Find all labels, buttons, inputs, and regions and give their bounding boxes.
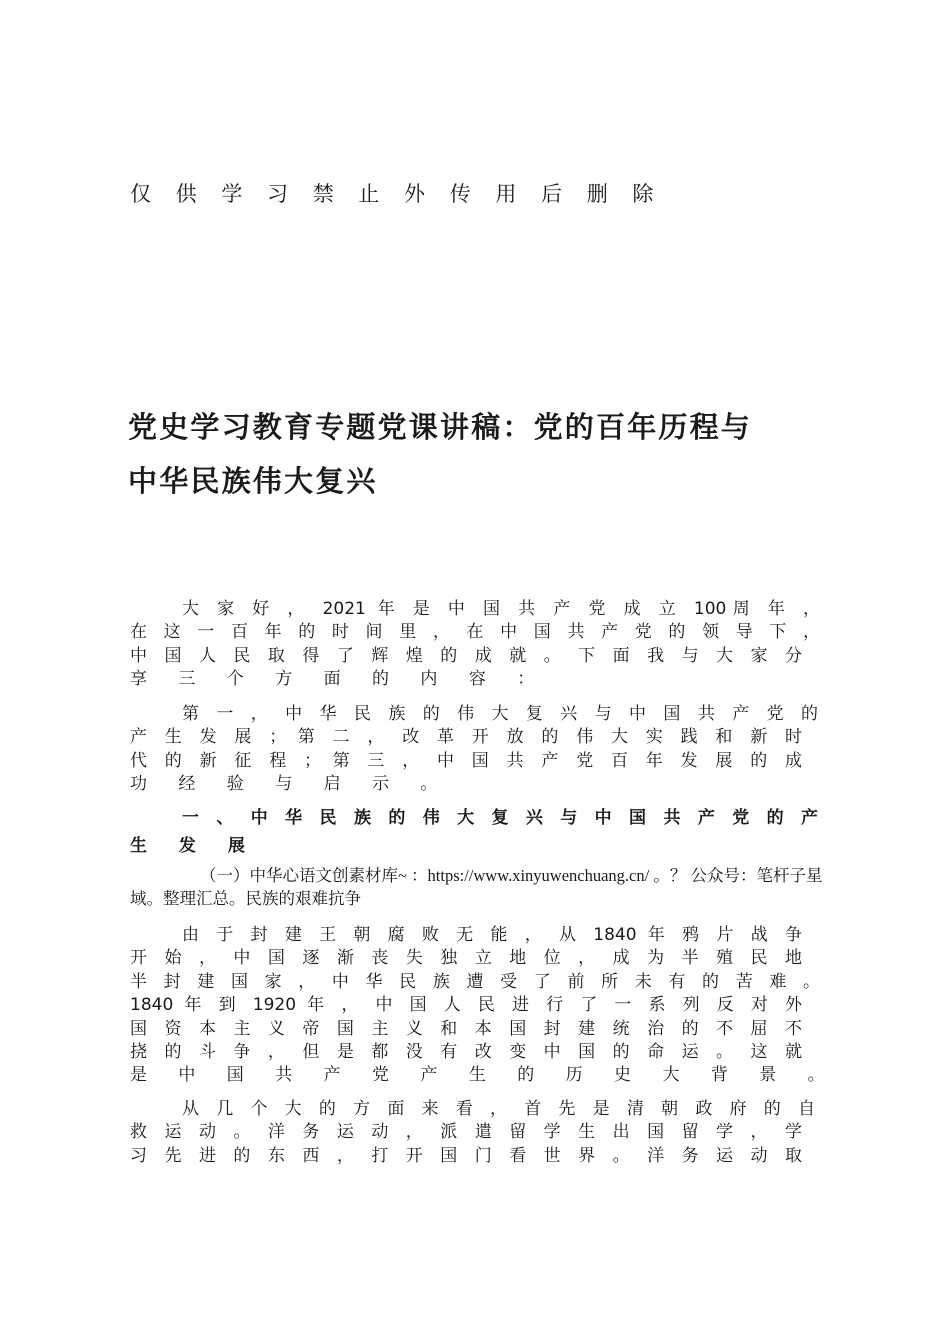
section-heading-line: 一 、 中 华 民 族 的 伟 大 复 兴 与 中 国 共 产 党 的 产: [182, 808, 818, 828]
history-line: 开 始 ， 中 国 逐 渐 丧 失 独 立 地 位 ， 成 为 半 殖 民 地: [130, 948, 802, 969]
outline-line: 功 经 验 与 启 示 。: [130, 774, 451, 795]
title-line-1: 党史学习教育专题党课讲稿：党的百年历程与: [128, 410, 753, 444]
history-paragraph: [130, 924, 838, 1088]
qing-paragraph: [130, 1098, 815, 1168]
history-line: 由 于 封 建 王 朝 腐 败 无 能 ， 从 1840 年 鸦 片 战 争: [182, 925, 802, 945]
document-title: [128, 400, 848, 508]
qing-line: 从 几 个 大 的 方 面 来 看 ， 首 先 是 清 朝 政 府 的 自: [182, 1099, 815, 1119]
intro-line: 享 三 个 方 面 的 内 容 ：: [130, 669, 548, 690]
intro-paragraph: [130, 598, 820, 692]
qing-line: 救 运 动 。 洋 务 运 动 ， 派 遣 留 学 生 出 国 留 学 ， 学: [130, 1122, 802, 1143]
history-line: 是 中 国 共 产 党 产 生 的 历 史 大 背 景 。: [130, 1065, 838, 1086]
history-line: 半 封 建 国 家 ， 中 华 民 族 遭 受 了 前 所 未 有 的 苦 难 。: [130, 971, 820, 992]
history-line: 国 资 本 主 义 帝 国 主 义 和 本 国 封 建 统 治 的 不 屈 不: [130, 1018, 802, 1039]
qing-line: 习 先 进 的 东 西 ， 打 开 国 门 看 世 界 。 洋 务 运 动 取: [130, 1145, 802, 1166]
intro-line: 大 家 好 ， 2021 年 是 中 国 共 产 党 成 立 100周 年 ，: [182, 599, 820, 619]
title-line-2: 中华民族伟大复兴: [128, 464, 378, 498]
confidential-notice: 仅 供 学 习 禁 止 外 传 用 后 删 除: [130, 182, 663, 206]
subsection-line: （一）中华心语文创素材库~ ：https://www.xinyuwenchuang.cn/ 。？ 公众号：笔杆子星: [200, 866, 823, 885]
subsection-line: 域。整理汇总。民族的艰难抗争: [130, 889, 361, 909]
intro-line: 在 这 一 百 年 的 时 间 里 ， 在 中 国 共 产 党 的 领 导 下 ，: [130, 622, 820, 643]
outline-paragraph: [130, 703, 818, 797]
section-heading: [130, 804, 818, 860]
subsection-heading: [130, 864, 840, 911]
outline-line: 第 一 ， 中 华 民 族 的 伟 大 复 兴 与 中 国 共 产 党 的: [182, 704, 818, 724]
outline-line: 代 的 新 征 程 ； 第 三 ， 中 国 共 产 党 百 年 发 展 的 成: [130, 750, 802, 771]
history-line: 1840 年 到 1920 年 ， 中 国 人 民 进 行 了 一 系 列 反 对 外: [130, 995, 802, 1016]
outline-line: 产 生 发 展 ； 第 二 ， 改 革 开 放 的 伟 大 实 践 和 新 时: [130, 727, 802, 748]
history-line: 挠 的 斗 争 ， 但 是 都 没 有 改 变 中 国 的 命 运 。 这 就: [130, 1041, 802, 1062]
section-heading-line: 生 发 展: [130, 836, 258, 856]
intro-line: 中 国 人 民 取 得 了 辉 煌 的 成 就 。 下 面 我 与 大 家 分: [130, 645, 802, 666]
